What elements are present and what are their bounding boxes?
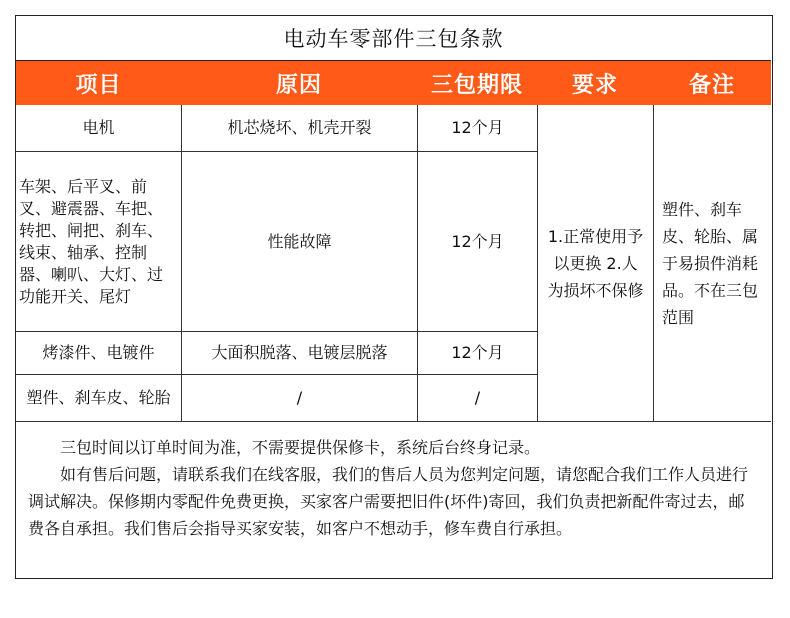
header-reason: 原因 — [275, 72, 322, 98]
row2-reason: 性能故障 — [182, 152, 418, 332]
row2-item — [16, 152, 182, 332]
row2-period: 12个月 — [418, 152, 538, 332]
row4-period: / — [418, 375, 538, 421]
row1-item: 电机 — [16, 105, 182, 152]
table-body — [16, 105, 771, 421]
notes-section — [16, 421, 771, 578]
remark-cell — [654, 105, 771, 421]
header-item: 项目 — [75, 72, 122, 98]
note-line-1: 三包时间以订单时间为准，不需要提供保修卡，系统后台终身记录。 — [60, 438, 541, 457]
table-title: 电动车零部件三包条款 — [16, 16, 771, 61]
row3-reason: 大面积脱落、电镀层脱落 — [182, 332, 418, 375]
note-line-2: 如有售后问题，请联系我们在线客服，我们的售后人员为您判定问题，请您配合我们工作人员进行调试解决。保修期内零配件免费更换，买家客户需要把旧件(坏件)寄回，我们负责把新配件寄过去，邮费各自承担。我们售后会指导买家安装，如客户不想动手，修车费自行承担。 — [28, 465, 749, 538]
header-period: 三包期限 — [430, 72, 523, 98]
row3-item: 烤漆件、电镀件 — [16, 332, 182, 375]
header-row — [16, 61, 771, 105]
row1-reason: 机芯烧坏、机壳开裂 — [182, 105, 418, 152]
header-requirement: 要求 — [571, 72, 618, 98]
requirement-cell — [538, 105, 654, 421]
warranty-table — [15, 15, 773, 579]
row3-period: 12个月 — [418, 332, 538, 375]
remark-text: 塑件、刹车皮、轮胎、属于易损件消耗品。不在三包范围 — [662, 199, 759, 327]
row4-reason: / — [182, 375, 418, 421]
header-remark: 备注 — [688, 72, 735, 98]
requirement-text: 1.正常使用予以更换 2.人为损坏不保修 — [547, 226, 644, 300]
row2-item-text: 车架、后平叉、前叉、避震器、车把、转把、闸把、刹车、线束、轴承、控制器、喇叭、大灯、过功能开关、尾灯 — [19, 176, 164, 306]
row4-item: 塑件、刹车皮、轮胎 — [16, 375, 182, 421]
row1-period: 12个月 — [418, 105, 538, 152]
